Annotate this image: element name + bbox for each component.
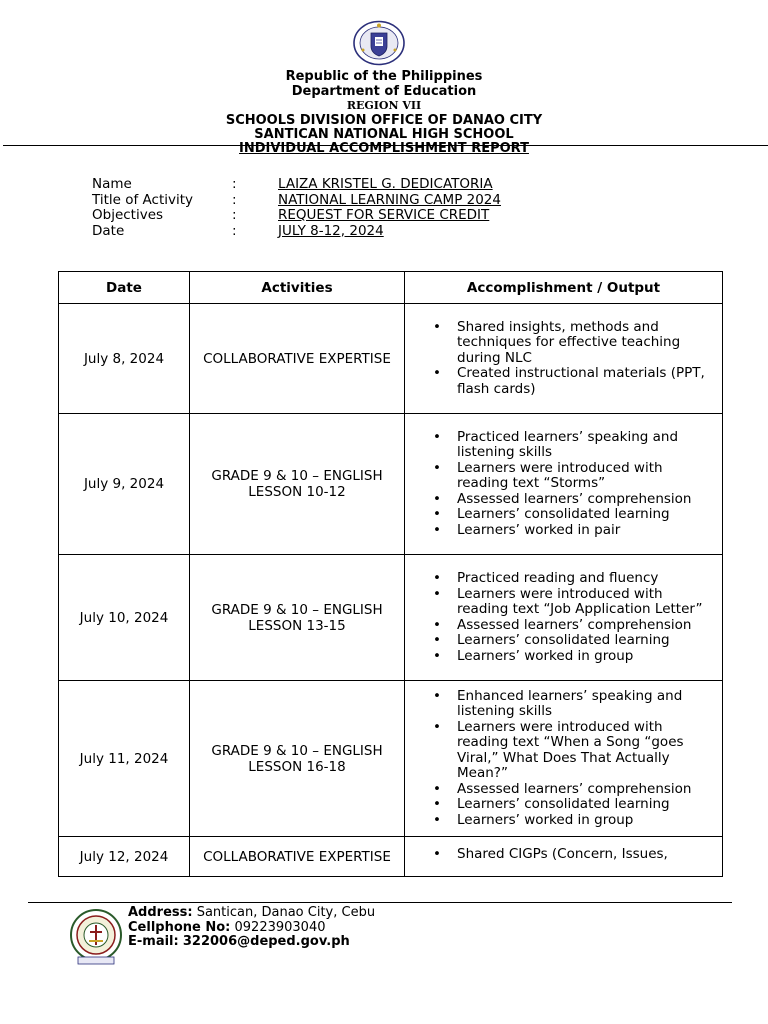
output-item: • Learners were introduced with reading text “Storms” (457, 461, 718, 492)
info-value: REQUEST FOR SERVICE CREDIT (278, 207, 490, 223)
info-colon: : (232, 191, 237, 208)
address-label: Address: (128, 905, 193, 920)
table-row (59, 414, 723, 555)
row-outputs (405, 414, 723, 555)
row-outputs (405, 304, 723, 414)
output-item: • Practiced learners’ speaking and listening skills (457, 430, 718, 461)
output-list (405, 320, 722, 398)
row-activity (190, 555, 405, 681)
activity-line: GRADE 9 & 10 – ENGLISH (211, 601, 383, 618)
footer-divider (28, 902, 732, 903)
output-item: • Assessed learners’ comprehension (457, 782, 718, 798)
address-value: Santican, Danao City, Cebu (196, 905, 376, 920)
output-item: • Learners’ consolidated learning (457, 507, 718, 523)
table-row (59, 555, 723, 681)
report-title: INDIVIDUAL ACCOMPLISHMENT REPORT (239, 141, 529, 156)
activity-line: COLLABORATIVE EXPERTISE (203, 848, 391, 865)
output-item: • Created instructional materials (PPT, flash cards) (457, 366, 718, 397)
row-activity (190, 837, 405, 877)
output-item: • Assessed learners’ comprehension (457, 492, 718, 508)
output-item: • Assessed learners’ comprehension (457, 618, 718, 634)
header-division: SCHOOLS DIVISION OFFICE OF DANAO CITY (225, 113, 543, 128)
output-item: • Learners were introduced with reading text “When a Song “goes Viral,” What Does That Actually Mean?” (457, 720, 718, 782)
row-outputs (405, 837, 723, 877)
activity-line: GRADE 9 & 10 – ENGLISH (211, 742, 383, 759)
row-outputs (405, 555, 723, 681)
row-date: July 12, 2024 (59, 837, 190, 877)
output-item: • Learners’ consolidated learning (457, 797, 718, 813)
output-item: • Learners’ consolidated learning (457, 633, 718, 649)
header-school: SANTICAN NATIONAL HIGH SCHOOL (254, 127, 514, 142)
column-header-date: Date (59, 272, 190, 304)
info-value: JULY 8-12, 2024 (278, 222, 384, 239)
footer-phone (128, 921, 375, 936)
output-item: • Learners’ worked in group (457, 649, 718, 665)
column-header-output: Accomplishment / Output (405, 272, 723, 304)
row-activity (190, 414, 405, 555)
info-value: LAIZA KRISTEL G. DEDICATORIA (278, 176, 493, 192)
column-header-activities: Activities (190, 272, 405, 304)
phone-label: Cellphone No: (128, 919, 231, 935)
activity-line: LESSON 16-18 (248, 758, 346, 775)
row-date: July 9, 2024 (59, 414, 190, 555)
table-header-row (59, 272, 723, 304)
info-label: Objectives (92, 207, 164, 223)
row-activity (190, 681, 405, 837)
info-colon: : (232, 176, 237, 192)
info-label: Name (92, 176, 132, 192)
email-label: E-mail: (128, 934, 179, 949)
output-list (405, 430, 722, 539)
header-department: Department of Education (291, 84, 477, 99)
accomplishment-table (58, 271, 723, 877)
output-item: • Learners’ worked in pair (457, 523, 718, 539)
output-item: • Enhanced learners’ speaking and listening skills (457, 689, 718, 720)
email-value[interactable]: 322006@deped.gov.ph (182, 934, 350, 949)
footer-email (128, 935, 375, 950)
table-row (59, 681, 723, 837)
row-date: July 8, 2024 (59, 304, 190, 414)
row-outputs (405, 681, 723, 837)
footer-address (128, 906, 375, 921)
activity-line: LESSON 13-15 (248, 617, 346, 634)
school-logo-icon (68, 908, 124, 966)
footer-contact (128, 906, 375, 950)
header-country: Republic of the Philippines (285, 69, 483, 84)
info-colon: : (232, 207, 237, 223)
output-list (405, 847, 722, 863)
output-item: • Shared CIGPs (Concern, Issues, (457, 847, 718, 863)
row-date: July 11, 2024 (59, 681, 190, 837)
info-label: Title of Activity (92, 191, 194, 208)
output-item: • Learners were introduced with reading text “Job Application Letter” (457, 587, 718, 618)
activity-line: COLLABORATIVE EXPERTISE (203, 350, 391, 367)
activity-line: GRADE 9 & 10 – ENGLISH (211, 468, 383, 484)
info-value: NATIONAL LEARNING CAMP 2024 (278, 191, 501, 208)
output-item: • Shared insights, methods and techniques for effective teaching during NLC (457, 320, 718, 367)
activity-line: LESSON 10-12 (248, 484, 346, 500)
info-label: Date (92, 222, 125, 239)
header-region: REGION VII (346, 99, 422, 112)
table-row (59, 837, 723, 877)
phone-value: 09223903040 (234, 919, 326, 935)
deped-seal-icon (352, 20, 406, 66)
row-date: July 10, 2024 (59, 555, 190, 681)
table-row (59, 304, 723, 414)
output-list (405, 689, 722, 829)
output-item: • Learners’ worked in group (457, 813, 718, 829)
output-list (405, 571, 722, 664)
info-colon: : (232, 222, 237, 239)
row-activity (190, 304, 405, 414)
output-item: • Practiced reading and fluency (457, 571, 718, 587)
